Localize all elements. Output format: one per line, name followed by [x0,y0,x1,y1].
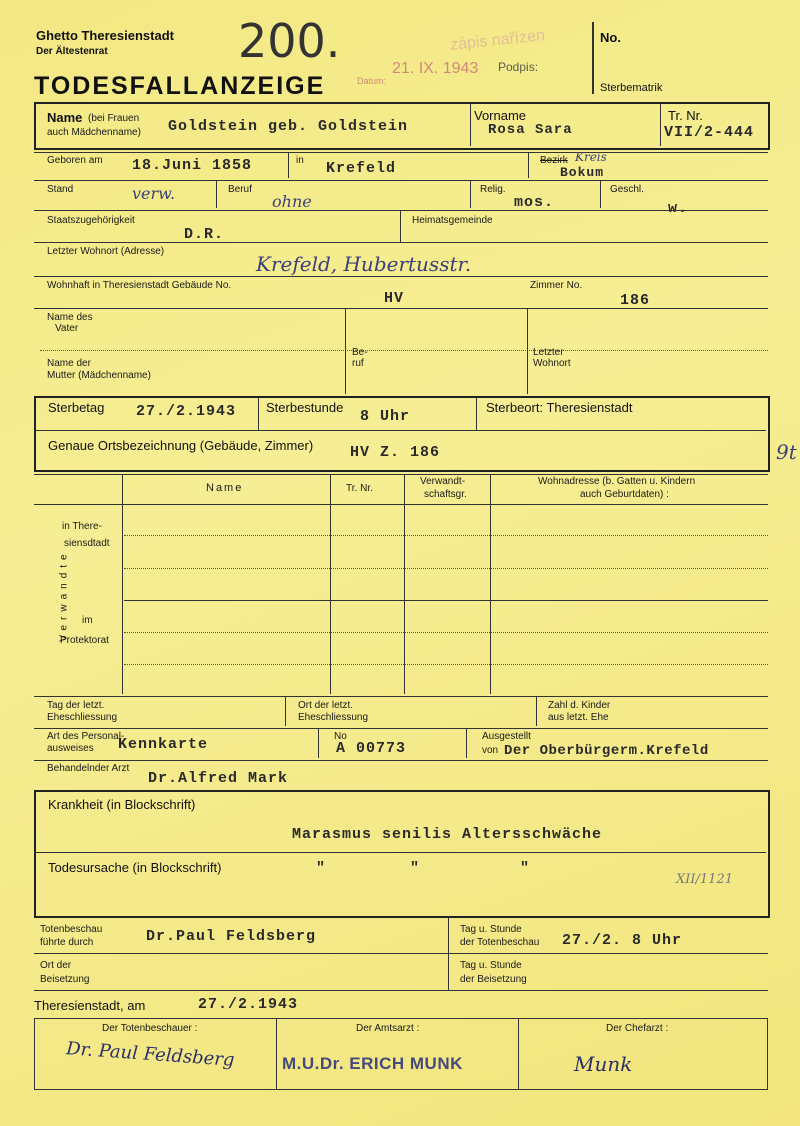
rule [34,474,768,475]
stamp-date-label: Datum: [357,76,387,86]
rel-wohn-col2: auch Geburtdaten) : [580,489,669,500]
geboren-value: 18.Juni 1858 [132,157,253,174]
rel-trnr-col: Tr. Nr. [346,483,373,494]
rule [124,664,768,665]
rule [34,180,768,181]
sterbetag-label: Sterbetag [48,400,105,415]
rule [34,210,768,211]
todes-label: Todesursache (in Blockschrift) [48,860,222,875]
name-value: Goldstein geb. Goldstein [168,118,409,135]
rule [528,152,529,178]
rule [476,398,477,430]
sterbematrik-label: Sterbematrik [600,82,663,94]
beschau-tag-value: 27./2. 8 Uhr [562,932,683,949]
ausweis-art-value: Kennkarte [118,736,209,753]
ortsbez-label: Genaue Ortsbezeichnung (Gebäude, Zimmer) [48,438,314,453]
zimmer-label: Zimmer No. [530,280,583,291]
number-label: No. [600,30,621,45]
toten-label1: Totenbeschau [40,924,103,935]
parents-beruf-label1: Be- [352,347,368,358]
parents-wohnort-label1: Letzter [533,347,564,358]
rule [40,350,768,351]
marriage-ort-label1: Ort der letzt. [298,700,354,711]
trnr-label: Tr. Nr. [668,108,703,123]
rule [124,568,768,569]
beisetz-tag-label2: der Beisetzung [460,974,527,985]
rule [466,728,467,758]
place-date-label: Theresienstadt, am [34,998,146,1013]
sig1-value: Dr. Paul Feldsberg [65,1038,236,1071]
arzt-label: Behandelnder Arzt [47,763,130,774]
toten-value: Dr.Paul Feldsberg [146,928,317,945]
mutter-label1: Name der [47,358,91,369]
stamp-faded: zápis nařízen [449,27,546,54]
mutter-label2: Mutter (Mädchenname) [47,370,151,381]
place-date-value: 27./2.1943 [198,996,299,1013]
name-sub1: (bei Frauen [88,113,140,124]
stand-value: verw. [132,184,176,203]
death-margin-note: 9t [776,440,797,464]
bezirk-label: Bezirk [540,155,568,166]
rule [34,242,768,243]
ausweis-von-label1: Ausgestellt [482,731,531,742]
vorname-label: Vorname [474,108,527,123]
sterbestunde-value: 8 Uhr [360,408,411,425]
header-divider [592,22,594,94]
sig1-label: Der Totenbeschauer : [102,1023,198,1034]
sig3-label: Der Chefarzt : [606,1023,669,1034]
rule [122,474,123,694]
todes-ditto1: " [316,860,327,877]
rule [34,696,768,697]
beruf-label: Beruf [228,184,252,195]
marriage-ort-label2: Eheschliessung [298,712,369,723]
beruf-value: ohne [272,192,312,211]
sterbetag-value: 27./2.1943 [136,403,237,420]
rule [404,474,405,694]
rule [124,600,768,601]
rule [276,1018,277,1090]
stamp-date: 21. IX. 1943 [392,60,479,77]
rule [34,953,768,954]
trnr-value: VII/2-444 [664,124,755,141]
rel-verwandt-col1: Verwandt- [420,476,466,487]
parents-beruf-label2: ruf [352,358,364,369]
beisetz-ort-label2: Beisetzung [40,974,90,985]
rel-name-col: Name [206,482,244,494]
ausweis-von-label2: von [482,745,499,756]
stand-label: Stand [47,184,74,195]
krankheit-value: Marasmus senilis Altersschwäche [292,826,603,843]
rule [36,852,766,853]
rel-protektorat: Protektorat [60,635,109,646]
rule [527,308,528,394]
rule [518,1018,519,1090]
stamp-signature-label: Podpis: [498,60,539,74]
ausweis-art-label1: Art des Personal- [47,731,125,742]
rule [258,398,259,430]
rule [34,728,768,729]
rule [490,474,491,694]
bezirk-value: Bokum [560,165,605,180]
rule [34,308,768,309]
wohnort-label: Letzter Wohnort (Adresse) [47,246,165,257]
geboren-label: Geboren am [47,155,103,166]
form-title: TODESFALLANZEIGE [34,72,326,100]
sig2-stamp: M.U.Dr. ERICH MUNK [282,1054,463,1073]
ortsbez-value: HV Z. 186 [350,444,441,461]
marriage-kinder-label1: Zahl d. Kinder [548,700,611,711]
rel-im: im [82,615,93,626]
sig3-value: Munk [574,1052,633,1076]
sterbeort-label: Sterbeort: Theresienstadt [486,400,633,415]
ausweis-art-label2: ausweises [47,743,94,754]
ausweis-no-value: A 00773 [336,740,407,757]
vater-label2: Vater [55,323,79,334]
kreis-value: Kreis [575,150,607,164]
row1-div2 [660,104,661,146]
relig-label: Relig. [480,184,506,195]
row1-div1 [470,104,471,146]
rule [124,535,768,536]
beschau-tag-label1: Tag u. Stunde [460,924,522,935]
rule [288,152,289,178]
wohnort-value: Krefeld, Hubertusstr. [256,252,472,276]
in-value: Krefeld [326,160,397,177]
geschl-label: Geschl. [610,184,644,195]
parents-wohnort-label2: Wohnort [533,358,571,369]
rule [34,990,768,991]
rule [34,276,768,277]
heimat-label: Heimatsgemeinde [412,215,493,226]
rule [34,504,768,505]
wohnhaft-value: HV [384,290,405,307]
rule [448,918,449,990]
name-sub2: auch Mädchenname) [47,127,141,138]
vorname-value: Rosa Sara [488,122,573,138]
marriage-tag-label1: Tag der letzt. [47,700,105,711]
vater-label1: Name des [47,312,93,323]
rule [536,696,537,726]
rule [36,430,766,431]
in-label: in [296,155,304,166]
geschl-value: w. [668,200,689,217]
handwritten-number: 200. [238,14,341,68]
rule [345,308,346,394]
todes-ditto2: " [410,860,421,877]
name-label: Name [47,110,83,125]
toten-label2: führte durch [40,937,94,948]
beisetz-ort-label1: Ort der [40,960,72,971]
staats-value: D.R. [184,226,225,243]
rel-in-there1: in There- [62,521,102,532]
org-name: Ghetto Theresienstadt [36,28,174,43]
marriage-kinder-label2: aus letzt. Ehe [548,712,609,723]
rel-side-label: Verwandte [58,549,70,642]
rel-in-there2: siensdtadt [64,538,110,549]
todes-ditto3: " [520,860,531,877]
arzt-value: Dr.Alfred Mark [148,770,289,787]
rule [330,474,331,694]
wohnhaft-label: Wohnhaft in Theresienstadt Gebäude No. [47,280,232,291]
beisetz-tag-label1: Tag u. Stunde [460,960,522,971]
rule [470,180,471,208]
rule [216,180,217,208]
rel-wohn-col1: Wohnadresse (b. Gatten u. Kindern [538,476,696,487]
beschau-tag-label2: der Totenbeschau [460,937,540,948]
relig-value: mos. [514,194,555,211]
zimmer-value: 186 [620,292,651,309]
rule [34,152,768,153]
marriage-tag-label2: Eheschliessung [47,712,118,723]
rel-verwandt-col2: schaftsgr. [424,489,467,500]
org-council: Der Ältestenrat [36,46,108,57]
rule [400,210,401,242]
staats-label: Staatszugehörigkeit [47,215,135,226]
ausweis-no-label: No [334,731,347,742]
rule [124,632,768,633]
krankheit-margin-note: XII/1121 [676,872,733,887]
rule [285,696,286,726]
rule [34,760,768,761]
ausweis-von-value: Der Oberbürgerm.Krefeld [504,743,709,759]
sig2-label: Der Amtsarzt : [356,1023,420,1034]
krankheit-label: Krankheit (in Blockschrift) [48,797,196,812]
rule [600,180,601,208]
rule [318,728,319,758]
sterbestunde-label: Sterbestunde [266,400,344,415]
